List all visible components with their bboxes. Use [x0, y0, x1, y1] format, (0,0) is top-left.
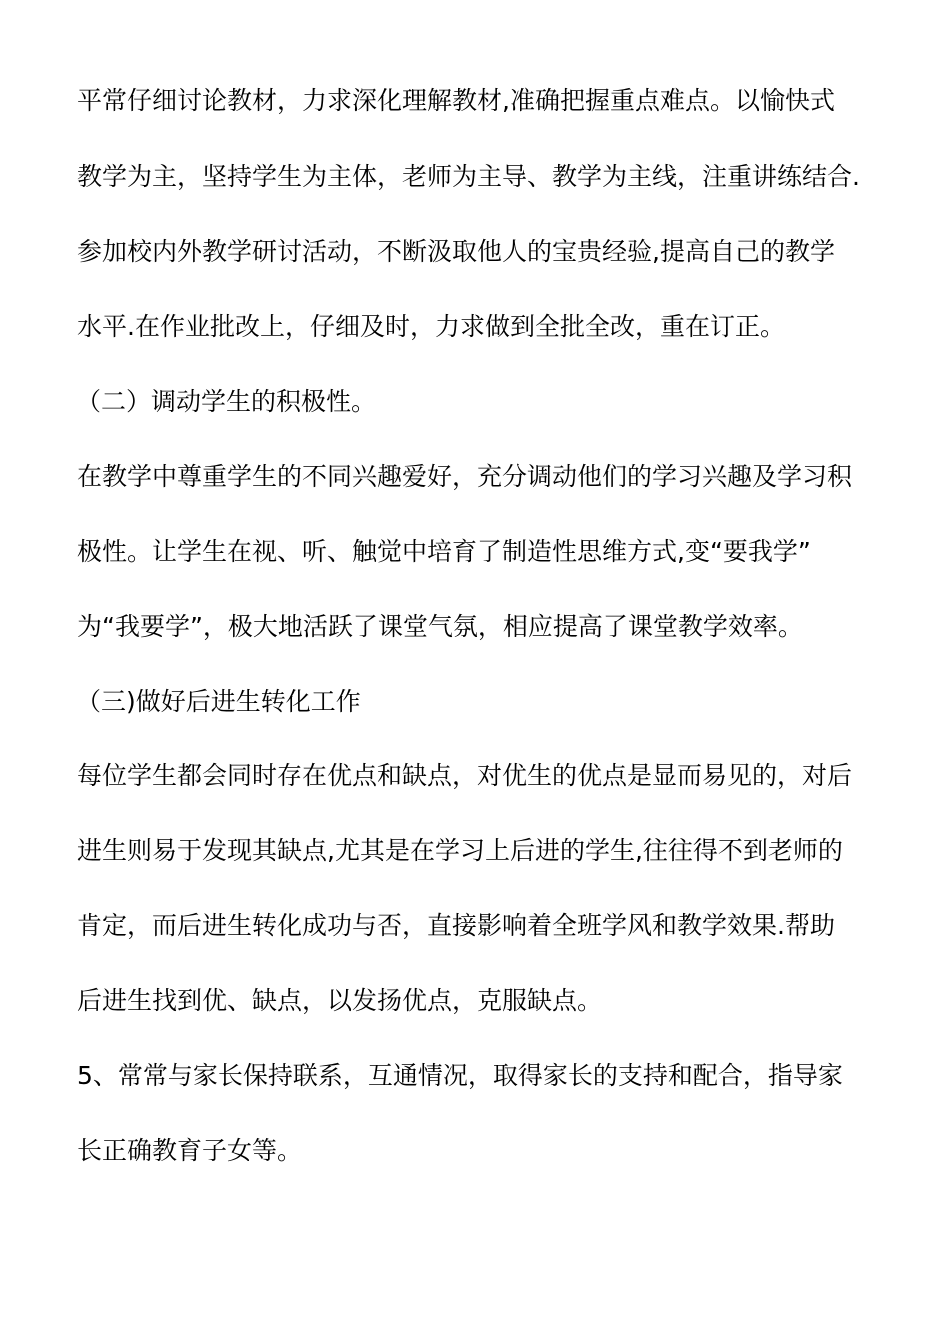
- paragraph-line: 平常仔细讨论教材，力求深化理解教材,准确把握重点难点。以愉快式: [77, 86, 835, 115]
- section-heading: （三)做好后进生转化工作: [76, 687, 361, 716]
- paragraph-line: 参加校内外教学研讨活动，不断汲取他人的宝贵经验,提高自己的教学: [77, 237, 835, 266]
- paragraph-line: 长正确教育子女等。: [77, 1136, 303, 1165]
- paragraph-line: 为“我要学”，极大地活跃了课堂气氛，相应提高了课堂教学效率。: [77, 612, 803, 641]
- paragraph-line: 极性。让学生在视、听、触觉中培育了制造性思维方式,变“要我学”: [77, 537, 811, 566]
- section-heading: （二）调动学生的积极性。: [76, 387, 377, 416]
- paragraph-line: 进生则易于发现其缺点,尤其是在学习上后进的学生,往往得不到老师的: [77, 836, 843, 865]
- paragraph-line: 后进生找到优、缺点，以发扬优点，克服缺点。: [77, 986, 603, 1015]
- paragraph-line: 教学为主，坚持学生为主体，老师为主导、教学为主线，注重讲练结合.: [77, 162, 860, 191]
- numbered-item-line: 5、常常与家长保持联系，互通情况，取得家长的支持和配合，指导家: [77, 1061, 843, 1090]
- paragraph-line: 肯定，而后进生转化成功与否，直接影响着全班学风和教学效果.帮助: [77, 911, 835, 940]
- paragraph-line: 在教学中尊重学生的不同兴趣爱好，充分调动他们的学习兴趣及学习积: [77, 462, 853, 491]
- paragraph-line: 水平.在作业批改上，仔细及时，力求做到全批全改，重在订正。: [77, 312, 785, 341]
- paragraph-line: 每位学生都会同时存在优点和缺点，对优生的优点是显而易见的，对后: [77, 761, 853, 790]
